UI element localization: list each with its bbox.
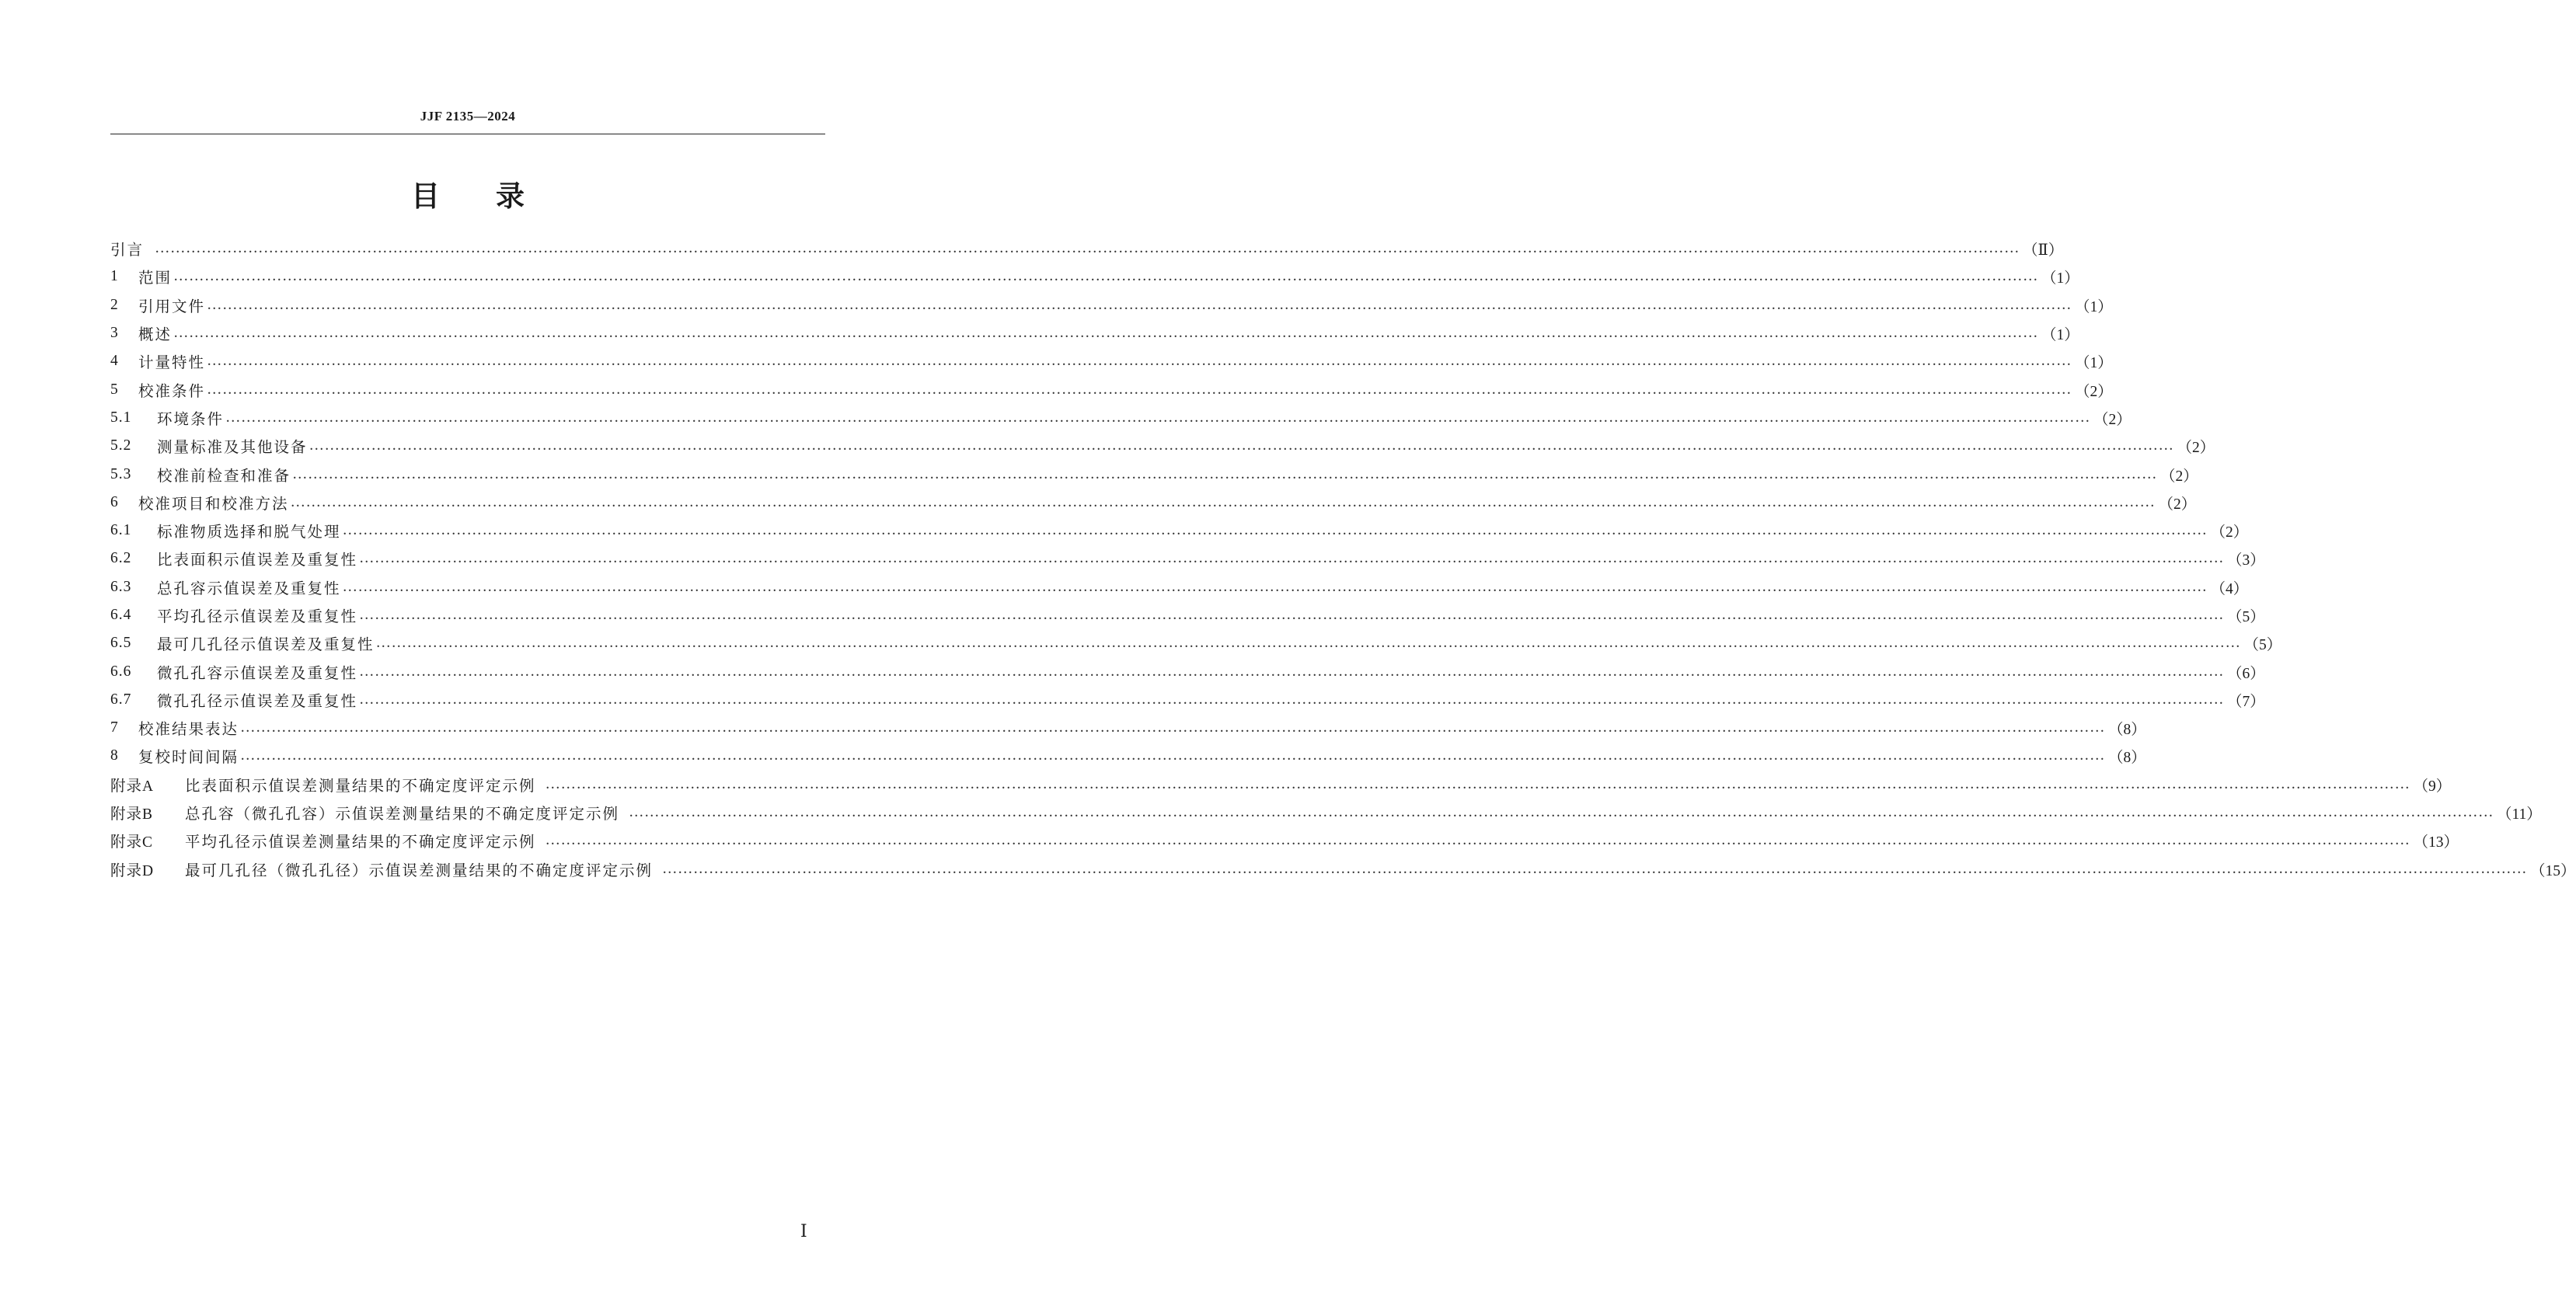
toc-entry-page: （Ⅱ） [2023, 242, 2064, 259]
toc-dot-leader: ……………………………………………………………………………………………………………………………………………………………………………………………………………………………………………………………………………………………………………………………… [342, 522, 2208, 539]
toc-entry-label: 测量标准及其他设备 [157, 438, 308, 457]
toc-entry-label: 校准结果表达 [138, 720, 239, 739]
toc-entry[interactable] [110, 601, 2265, 629]
toc-dot-leader: ……………………………………………………………………………………………………………………………………………………………………………………………………………………………………………………………………………………………………………………………… [225, 409, 2091, 426]
page-number: Ⅰ [800, 1221, 807, 1241]
toc-entry-page: （3） [2227, 552, 2265, 569]
toc-dot-leader: ……………………………………………………………………………………………………………………………………………………………………………………………………………………………………………………………………………………………………………………………… [342, 578, 2208, 595]
toc-dot-leader: ……………………………………………………………………………………………………………………………………………………………………………………………………………………………………………………………………………………………………………………………… [375, 635, 2241, 652]
toc-entry-label: 引用文件 [138, 297, 206, 315]
toc-entry[interactable] [110, 686, 2265, 714]
toc-entry-number: 附录D [110, 862, 155, 879]
toc-dot-leader: ……………………………………………………………………………………………………………………………………………………………………………………………………………………………………………………………………………………………………………………………… [359, 691, 2225, 708]
toc-entry-number: 7 [110, 719, 119, 736]
toc-entry-number: 6.3 [110, 578, 132, 595]
toc-entry-page: （6） [2227, 665, 2265, 682]
toc-dot-leader: ……………………………………………………………………………………………………………………………………………………………………………………………………………………………………………………………………………………………………………………………… [359, 607, 2225, 623]
toc-entry-label: 环境条件 [157, 409, 225, 428]
toc-entry-label: 比表面积示值误差及重复性 [157, 551, 358, 569]
toc-entry-label: 总孔容示值误差及重复性 [157, 579, 341, 597]
toc-entry-number: 6.1 [110, 522, 132, 539]
table-of-contents [110, 235, 2576, 883]
toc-entry[interactable] [110, 489, 2197, 517]
toc-entry-number: 5.1 [110, 409, 132, 426]
toc-dot-leader: ……………………………………………………………………………………………………………………………………………………………………………………………………………………………………………………………………………………………………………………………… [173, 325, 2039, 342]
toc-entry-number: 附录C [110, 834, 154, 851]
toc-entry-label: 平均孔径示值误差及重复性 [157, 608, 358, 625]
toc-entry-page: （1） [2075, 355, 2113, 372]
toc-entry-label: 计量特性 [138, 353, 206, 372]
toc-entry-label: 范围 [138, 269, 173, 287]
toc-entry-label: 平均孔径示值误差测量结果的不确定度评定示例 [185, 833, 536, 851]
toc-entry-label: 最可几孔径示值误差及重复性 [157, 635, 375, 654]
toc-dot-leader: ……………………………………………………………………………………………………………………………………………………………………………………………………………………………………………………………………………………………………………………………… [308, 437, 2174, 454]
toc-dot-leader: ……………………………………………………………………………………………………………………………………………………………………………………………………………………………………………………………………………………………………………………………… [545, 775, 2410, 792]
toc-entry[interactable] [110, 742, 2146, 770]
toc-dot-leader: ……………………………………………………………………………………………………………………………………………………………………………………………………………………………………………………………………………………………………………………………… [207, 381, 2072, 398]
toc-entry-number: 3 [110, 325, 119, 342]
toc-entry-page: （2） [2075, 383, 2113, 400]
toc-dot-leader: ……………………………………………………………………………………………………………………………………………………………………………………………………………………………………………………………………………………………………………………………… [545, 832, 2410, 849]
toc-entry-number: 6 [110, 493, 119, 510]
toc-entry[interactable] [110, 545, 2265, 573]
toc-entry-page: （4） [2210, 580, 2249, 597]
toc-entry[interactable] [110, 771, 2452, 799]
toc-entry[interactable] [110, 855, 2576, 883]
toc-entry-number: 6.4 [110, 607, 132, 623]
toc-title: 目录 [411, 179, 580, 213]
toc-entry-page: （2） [2210, 524, 2249, 541]
toc-dot-leader: ……………………………………………………………………………………………………………………………………………………………………………………………………………………………………………………………………………………………………………………………… [662, 860, 2528, 877]
toc-entry-number: 6.7 [110, 691, 132, 708]
toc-entry-page: （11） [2497, 806, 2542, 823]
toc-entry-page: （8） [2108, 722, 2146, 739]
toc-entry-label: 微孔孔径示值误差及重复性 [157, 691, 358, 710]
toc-entry-page: （7） [2227, 693, 2265, 710]
toc-dot-leader: ……………………………………………………………………………………………………………………………………………………………………………………………………………………………………………………………………………………………………………………………… [173, 268, 2039, 285]
toc-entry-label: 校准项目和校准方法 [138, 494, 289, 513]
toc-entry-label: 校准条件 [138, 381, 206, 400]
toc-entry-page: （5） [2227, 609, 2265, 625]
toc-entry[interactable] [110, 263, 2079, 291]
toc-entry[interactable] [110, 799, 2542, 827]
toc-entry-label: 微孔孔容示值误差及重复性 [157, 663, 358, 682]
toc-entry[interactable] [110, 404, 2132, 432]
toc-entry-page: （5） [2243, 637, 2282, 654]
toc-entry-label: 总孔容（微孔孔容）示值误差测量结果的不确定度评定示例 [185, 805, 620, 823]
toc-entry-page: （9） [2413, 778, 2452, 795]
toc-entry-page: （2） [2177, 440, 2215, 457]
toc-entry[interactable] [110, 375, 2113, 403]
toc-dot-leader: ……………………………………………………………………………………………………………………………………………………………………………………………………………………………………………………………………………………………………………………………… [290, 493, 2156, 510]
toc-entry-label: 标准物质选择和脱气处理 [157, 523, 341, 541]
toc-entry-number: 8 [110, 747, 119, 764]
toc-dot-leader: ……………………………………………………………………………………………………………………………………………………………………………………………………………………………………………………………………………………………………………………………… [292, 465, 2158, 482]
toc-entry-label: 复校时间间隔 [138, 748, 239, 767]
toc-entry-number: 5.2 [110, 437, 132, 454]
toc-entry-number: 2 [110, 296, 119, 313]
toc-entry[interactable] [110, 629, 2282, 657]
toc-entry-page: （15） [2530, 862, 2576, 879]
toc-dot-leader: ……………………………………………………………………………………………………………………………………………………………………………………………………………………………………………………………………………………………………………………………… [155, 240, 2020, 257]
toc-entry-number: 6.6 [110, 663, 132, 680]
toc-dot-leader: ……………………………………………………………………………………………………………………………………………………………………………………………………………………………………………………………………………………………………………………………… [240, 719, 2106, 736]
toc-entry[interactable] [110, 714, 2146, 742]
toc-entry[interactable] [110, 573, 2249, 601]
toc-entry[interactable] [110, 319, 2079, 347]
toc-dot-leader: ……………………………………………………………………………………………………………………………………………………………………………………………………………………………………………………………………………………………………………………………… [207, 353, 2072, 370]
toc-entry-number: 1 [110, 268, 119, 285]
document-header-code: JJF 2135—2024 [420, 109, 516, 124]
toc-entry-page: （2） [2158, 496, 2197, 513]
toc-entry-number: 6.2 [110, 550, 132, 567]
toc-entry-label: 校准前检查和准备 [157, 466, 291, 485]
toc-entry-page: （1） [2041, 327, 2079, 344]
toc-entry[interactable] [110, 235, 2064, 263]
toc-entry-number: 5.3 [110, 465, 132, 482]
toc-entry[interactable] [110, 291, 2113, 319]
toc-dot-leader: ……………………………………………………………………………………………………………………………………………………………………………………………………………………………………………………………………………………………………………………………… [207, 296, 2072, 313]
toc-entry-label: 最可几孔径（微孔孔径）示值误差测量结果的不确定度评定示例 [185, 861, 654, 879]
toc-entry-page: （2） [2093, 411, 2132, 428]
toc-entry-page: （8） [2108, 750, 2146, 767]
toc-entry[interactable] [110, 827, 2459, 855]
toc-dot-leader: ……………………………………………………………………………………………………………………………………………………………………………………………………………………………………………………………………………………………………………………………… [359, 550, 2225, 567]
toc-entry-page: （13） [2413, 834, 2459, 851]
toc-entry-page: （2） [2160, 468, 2198, 485]
toc-entry-label: 概述 [138, 326, 173, 344]
toc-entry-label: 引言 [110, 241, 145, 259]
toc-entry-label: 比表面积示值误差测量结果的不确定度评定示例 [185, 776, 536, 795]
toc-entry-number: 附录A [110, 778, 155, 795]
toc-entry-number: 附录B [110, 806, 154, 823]
toc-dot-leader: ……………………………………………………………………………………………………………………………………………………………………………………………………………………………………………………………………………………………………………………………… [240, 747, 2106, 764]
toc-entry-number: 5 [110, 381, 119, 398]
toc-entry-number: 4 [110, 353, 119, 370]
toc-entry[interactable] [110, 517, 2249, 545]
toc-entry-page: （1） [2041, 270, 2079, 287]
toc-entry[interactable] [110, 460, 2198, 488]
toc-entry-number: 6.5 [110, 635, 132, 652]
toc-entry-page: （1） [2075, 298, 2113, 315]
toc-dot-leader: ……………………………………………………………………………………………………………………………………………………………………………………………………………………………………………………………………………………………………………………………… [359, 663, 2225, 680]
toc-entry[interactable] [110, 347, 2113, 375]
toc-entry[interactable] [110, 657, 2265, 685]
toc-dot-leader: ……………………………………………………………………………………………………………………………………………………………………………………………………………………………………………………………………………………………………………………………… [629, 804, 2494, 821]
toc-entry[interactable] [110, 432, 2215, 460]
